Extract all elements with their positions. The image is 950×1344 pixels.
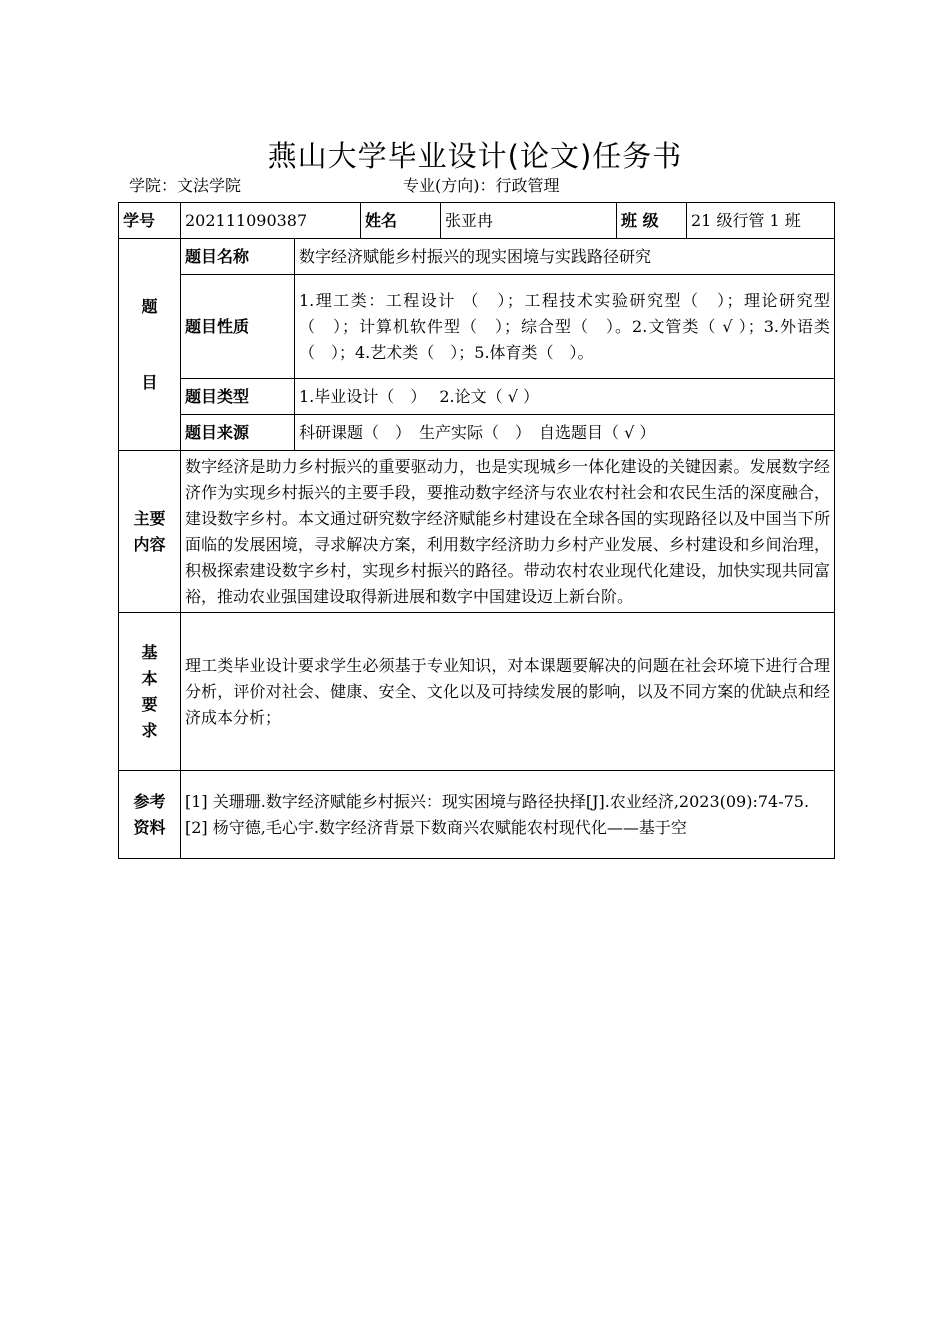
topic-nature-row (119, 275, 835, 379)
student-id-label: 学号 (119, 203, 181, 239)
class-label: 班 级 (617, 203, 687, 239)
topic-type-value: 1.毕业设计（ ） 2.论文（ √ ） (295, 379, 835, 415)
topic-group-label-2: 目 (141, 372, 158, 392)
topic-name-row (119, 239, 835, 275)
class-value: 21 级行管 1 班 (687, 203, 835, 239)
name-label: 姓名 (361, 203, 441, 239)
basic-requirements-text: 理工类毕业设计要求学生必须基于专业知识，对本课题要解决的问题在社会环境下进行合理分析，评价对社会、健康、安全、文化以及可持续发展的影响，以及不同方案的优缺点和经济成本分析； (181, 613, 835, 771)
topic-source-label: 题目来源 (181, 415, 295, 451)
references-label: 参考资料 (119, 771, 181, 859)
reference-item: [2] 杨守德,毛心宇.数字经济背景下数商兴农赋能农村现代化——基于空 (185, 817, 687, 837)
main-content-row (119, 451, 835, 613)
document-title: 燕山大学毕业设计(论文)任务书 (267, 139, 683, 173)
major-line (403, 175, 560, 197)
task-form-table (118, 202, 835, 859)
topic-group-label (119, 239, 181, 451)
student-id-value: 202111090387 (181, 203, 361, 239)
main-content-label: 主要内容 (119, 451, 181, 613)
reference-item: [1] 关珊珊.数字经济赋能乡村振兴：现实困境与路径抉择[J].农业经济,2023(09):74-75. (185, 791, 810, 811)
topic-type-row (119, 379, 835, 415)
college-label: 学院： (129, 176, 178, 195)
topic-nature-value: 1.理工类：工程设计 （ ）；工程技术实验研究型（ ）；理论研究型（ ）；计算机软件型（ ）；综合型（ ）。2.文管类（ √ ）；3.外语类（ ）；4.艺术类（ ）；5.体育类（ ）。 (295, 275, 835, 379)
basic-requirements-label: 基本要求 (119, 613, 181, 771)
college-value: 文法学院 (177, 176, 242, 195)
topic-name-value: 数字经济赋能乡村振兴的现实困境与实践路径研究 (295, 239, 835, 275)
name-value: 张亚冉 (441, 203, 617, 239)
major-label: 专业(方向)： (403, 176, 496, 195)
major-value: 行政管理 (495, 176, 560, 195)
topic-group-label-1: 题 (141, 296, 158, 316)
student-info-row (119, 203, 835, 239)
topic-type-label: 题目类型 (181, 379, 295, 415)
topic-group-spacer (123, 320, 176, 370)
college-line (129, 175, 241, 197)
topic-nature-label: 题目性质 (181, 275, 295, 379)
references-list (181, 771, 835, 859)
topic-source-value: 科研课题（ ） 生产实际（ ） 自选题目（ √ ） (295, 415, 835, 451)
basic-requirements-row (119, 613, 835, 771)
main-content-text: 数字经济是助力乡村振兴的重要驱动力，也是实现城乡一体化建设的关键因素。发展数字经济作为实现乡村振兴的主要手段，要推动数字经济与农业农村社会和农民生活的深度融合，建设数字乡村。本文通过研究数字经济赋能乡村建设在全球各国的实现路径以及中国当下所面临的发展困境，寻求解决方案，利用数字经济助力乡村产业发展、乡村建设和乡间治理，积极探索建设数字乡村，实现乡村振兴的路径。带动农村农业现代化建设，加快实现共同富裕，推动农业强国建设取得新进展和数字中国建设迈上新台阶。 (181, 451, 835, 613)
references-row (119, 771, 835, 859)
topic-source-row (119, 415, 835, 451)
topic-name-label: 题目名称 (181, 239, 295, 275)
